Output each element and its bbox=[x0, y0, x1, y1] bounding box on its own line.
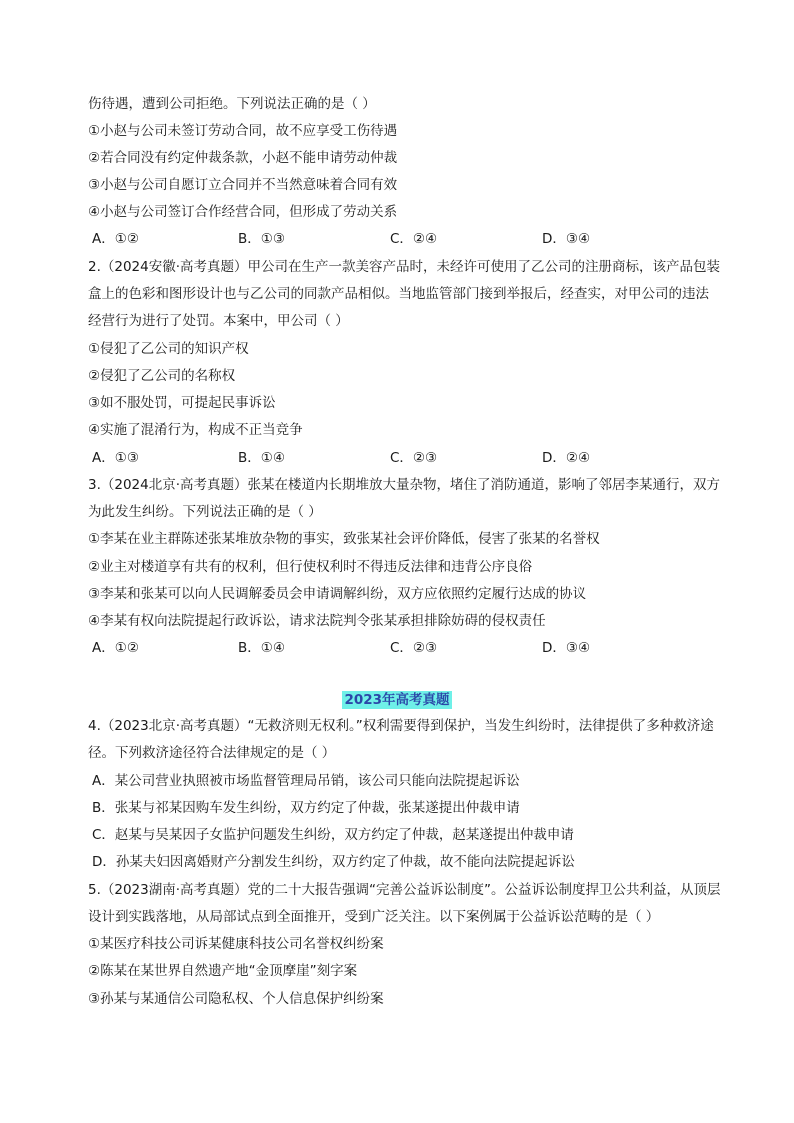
q2-option-b[interactable]: B．①④ bbox=[238, 450, 285, 466]
q3-statement-4: ④李某有权向法院提起行政诉讼，请求法院判令张某承担排除妨碍的侵权责任 bbox=[88, 613, 546, 629]
q2-statement-1: ①侵犯了乙公司的知识产权 bbox=[88, 341, 249, 357]
q3-option-b[interactable]: B．①④ bbox=[238, 640, 285, 656]
q2-option-a[interactable]: A．①③ bbox=[92, 450, 139, 466]
q2-options bbox=[92, 448, 712, 468]
q4-option-b[interactable]: B．张某与祁某因购车发生纠纷，双方约定了仲裁，张某遂提出仲裁申请 bbox=[92, 800, 520, 816]
q3-statement-2: ②业主对楼道享有共有的权利，但行使权利时不得违反法律和违背公序良俗 bbox=[88, 559, 533, 575]
q1-statement-2: ②若合同没有约定仲裁条款，小赵不能申请劳动仲裁 bbox=[88, 150, 398, 166]
question-3-stem-line-2: 为此发生纠纷。下列说法正确的是（ ） bbox=[88, 504, 322, 520]
q4-option-d[interactable]: D．孙某夫妇因离婚财产分割发生纠纷，双方约定了仲裁，故不能向法院提起诉讼 bbox=[92, 854, 575, 870]
q4-option-c[interactable]: C．赵某与吴某因子女监护问题发生纠纷，双方约定了仲裁，赵某遂提出仲裁申请 bbox=[92, 827, 574, 843]
question-1-stem-end: 伤待遇，遭到公司拒绝。下列说法正确的是（ ） bbox=[88, 96, 376, 112]
q1-option-c[interactable]: C．②④ bbox=[390, 231, 438, 247]
question-2-stem-line-2: 盒上的色彩和图形设计也与乙公司的同款产品相似。当地监管部门接到举报后，经查实，对甲公司的违法 bbox=[88, 286, 709, 302]
q5-statement-1: ①某医疗科技公司诉某健康科技公司名誉权纠纷案 bbox=[88, 936, 384, 952]
q2-option-c[interactable]: C．②③ bbox=[390, 450, 438, 466]
question-4-stem-line-2: 径。下列救济途径符合法律规定的是（ ） bbox=[88, 745, 336, 761]
q3-option-c[interactable]: C．②③ bbox=[390, 640, 438, 656]
q5-statement-2: ②陈某在某世界自然遗产地“金顶摩崖”刻字案 bbox=[88, 963, 358, 979]
question-3-stem-line-1: 3.（2024北京·高考真题）张某在楼道内长期堆放大量杂物，堵住了消防通道，影响了邻居李某通行，双方 bbox=[88, 477, 721, 493]
question-2-stem-line-1: 2.（2024安徽·高考真题）甲公司在生产一款美容产品时，未经许可使用了乙公司的注册商标，该产品包装 bbox=[88, 259, 721, 275]
q2-statement-4: ④实施了混淆行为，构成不正当竞争 bbox=[88, 422, 303, 438]
q1-options bbox=[92, 229, 712, 249]
question-4-stem-line-1: 4.（2023北京·高考真题）“无救济则无权利。”权利需要得到保护，当发生纠纷时，法律提供了多种救济途 bbox=[88, 718, 714, 734]
q1-statement-4: ④小赵与公司签订合作经营合同，但形成了劳动关系 bbox=[88, 204, 398, 220]
q2-option-d[interactable]: D．②④ bbox=[542, 450, 591, 466]
q5-statement-3: ③孙某与某通信公司隐私权、个人信息保护纠纷案 bbox=[88, 991, 384, 1007]
q1-option-d[interactable]: D．③④ bbox=[542, 231, 591, 247]
q2-statement-2: ②侵犯了乙公司的名称权 bbox=[88, 368, 236, 384]
q3-options bbox=[92, 638, 712, 658]
q3-statement-3: ③李某和张某可以向人民调解委员会申请调解纠纷，双方应依照约定履行达成的协议 bbox=[88, 586, 587, 602]
q3-option-a[interactable]: A．①② bbox=[92, 640, 139, 656]
q1-statement-1: ①小赵与公司未签订劳动合同，故不应享受工伤待遇 bbox=[88, 123, 398, 139]
q1-option-a[interactable]: A．①② bbox=[92, 231, 139, 247]
q1-option-b[interactable]: B．①③ bbox=[238, 231, 285, 247]
q3-option-d[interactable]: D．③④ bbox=[542, 640, 591, 656]
q1-statement-3: ③小赵与公司自愿订立合同并不当然意味着合同有效 bbox=[88, 177, 398, 193]
question-5-stem-line-1: 5.（2023湖南·高考真题）党的二十大报告强调“完善公益诉讼制度”。公益诉讼制度捍卫公共利益，从顶层 bbox=[88, 882, 721, 898]
section-header bbox=[0, 689, 794, 709]
q2-statement-3: ③如不服处罚，可提起民事诉讼 bbox=[88, 395, 276, 411]
q3-statement-1: ①李某在业主群陈述张某堆放杂物的事实，致张某社会评价降低，侵害了张某的名誉权 bbox=[88, 531, 600, 547]
section-title: 2023年高考真题 bbox=[344, 692, 450, 708]
q4-option-a[interactable]: A．某公司营业执照被市场监督管理局吊销，该公司只能向法院提起诉讼 bbox=[92, 773, 520, 789]
question-2-stem-line-3: 经营行为进行了处罚。本案中，甲公司（ ） bbox=[88, 313, 349, 329]
question-5-stem-line-2: 设计到实践落地，从局部试点到全面推开，受到广泛关注。以下案例属于公益诉讼范畴的是（ ） bbox=[88, 909, 660, 925]
